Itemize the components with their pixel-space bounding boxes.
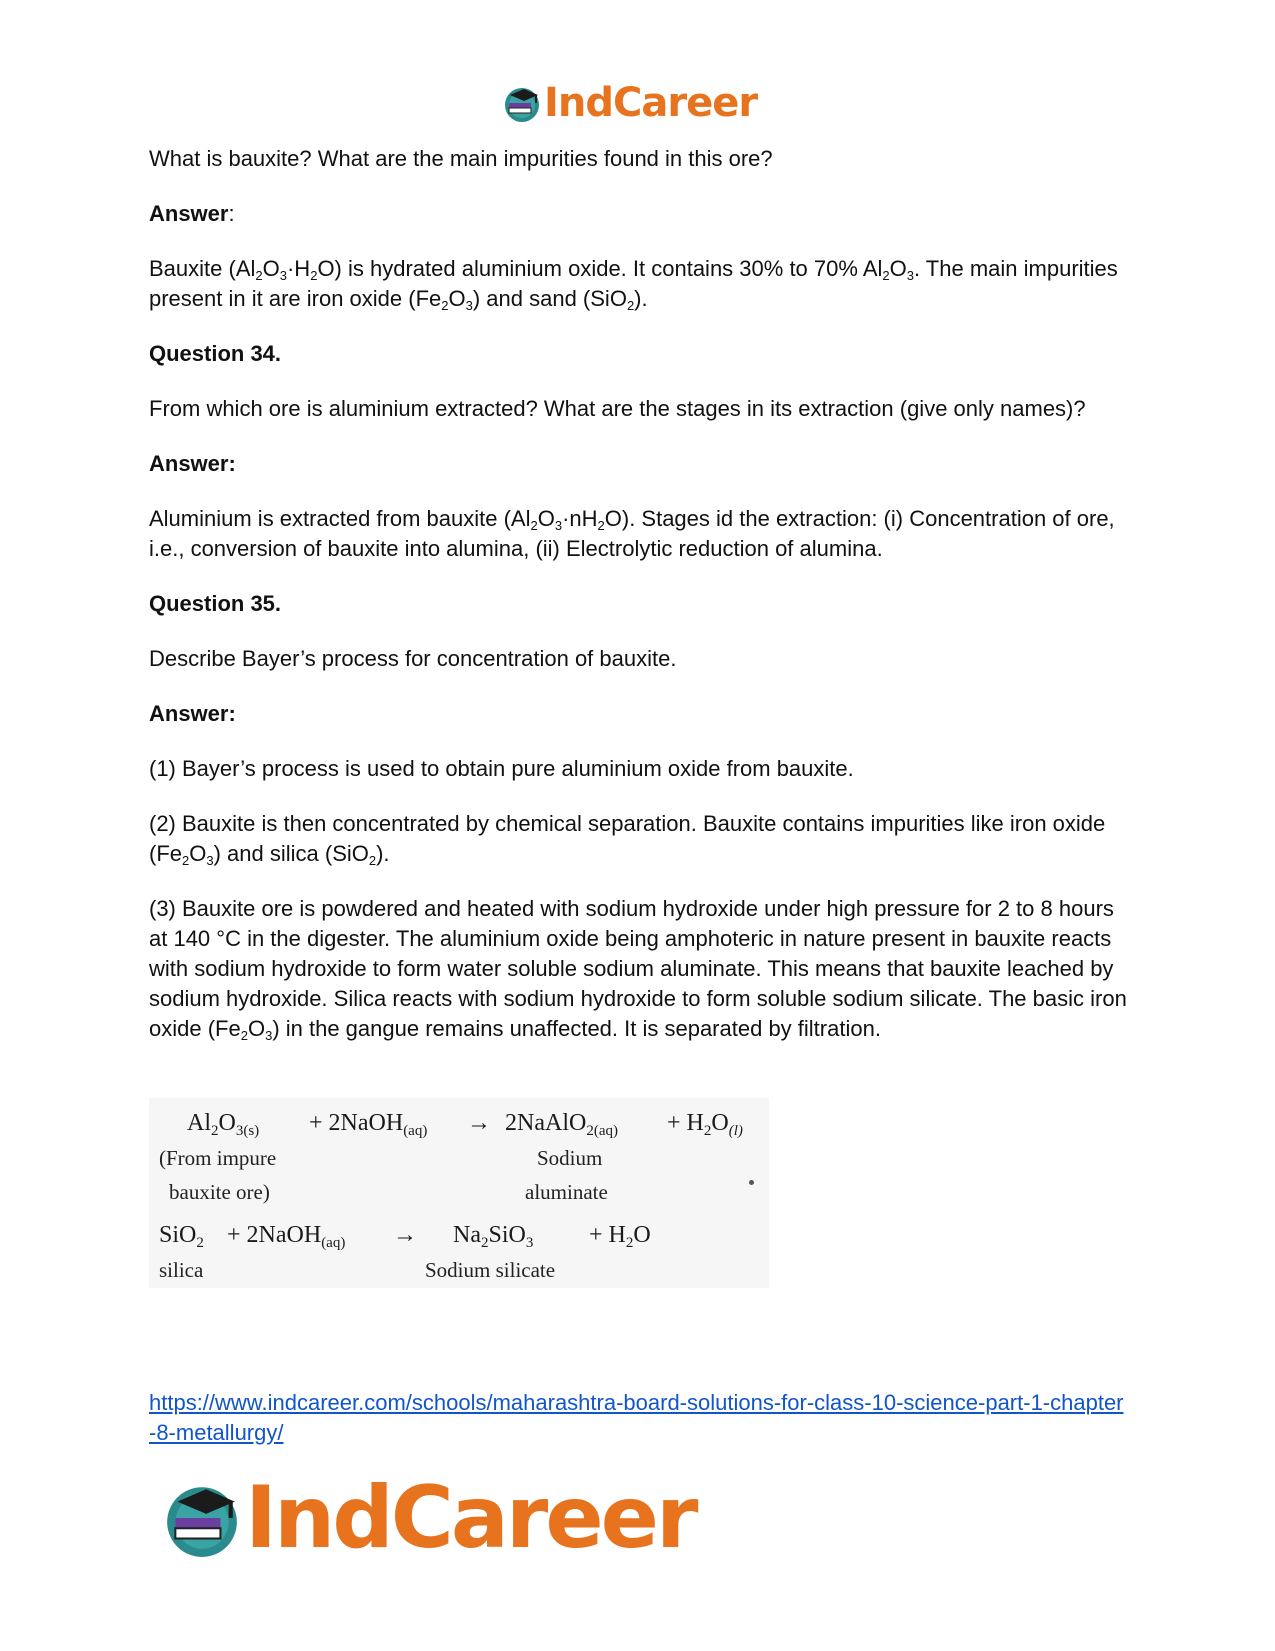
answer-label: Answer: [149, 201, 235, 226]
eq2-label-silica: silica [159, 1258, 204, 1282]
answer-33-text: Bauxite $(Al_2O_3\cdot H_2O)$ is hydrated aluminium oxide. It contains 30% to 70% $Al_2O_3$. The main impurities present in it are iron oxide $(Fe_2O_3)$ and sand (SiO$_2$). [149, 256, 1118, 313]
answer-label: Answer: [149, 701, 236, 726]
eq1-reactant-al2o3: $Al_2O_{3(s)}$ [187, 1110, 260, 1139]
source-url-link[interactable]: https://www.indcareer.com/schools/maharashtra-board-solutions-for-class-10-science-part-1-chapter-8-metallurgy/ [149, 1390, 1124, 1445]
eq1-label-impure: (From impure [159, 1146, 277, 1170]
question-35-text: Describe Bayer’s process for concentration of bauxite. [149, 646, 677, 671]
brand-name: IndCareer [245, 1468, 696, 1568]
question-35-heading: Question 35. [149, 591, 282, 616]
eq1-product-naalo2: 2NaAlO$_{2(aq)}$ [505, 1110, 618, 1139]
stray-dot [749, 1180, 754, 1185]
graduation-globe-icon [502, 83, 542, 123]
eq1-product-h2o: + $H_2O_{(l)}$ [667, 1110, 743, 1139]
question-34-heading: Question 34. [149, 341, 282, 366]
question-34-text: From which ore is aluminium extracted? What are the stages in its extraction (give only names)? [149, 396, 1086, 421]
eq1-arrow: → [467, 1110, 491, 1136]
brand-name: IndCareer [544, 80, 758, 126]
eq1-label-bauxite-ore: bauxite ore) [169, 1180, 270, 1204]
question-33-text: What is bauxite? What are the main impurities found in this ore? [149, 146, 773, 171]
answer-35-point-1: (1) Bayer’s process is used to obtain pure aluminium oxide from bauxite. [149, 756, 854, 781]
eq2-product-na2sio3: $Na_2SiO_3$ [453, 1222, 534, 1251]
indcareer-logo-bottom [161, 1468, 695, 1568]
eq2-reactant-naoh: + 2NaOH$_{(aq)}$ [227, 1222, 346, 1251]
eq1-label-aluminate: aluminate [525, 1180, 608, 1204]
chemical-equations-image [149, 1098, 769, 1288]
answer-35-point-3: (3) Bauxite ore is powdered and heated with sodium hydroxide under high pressure for 2 to 8 hours at 140 °C in the digester. The aluminium oxide being amphoteric in nature present in bauxite reacts with sodium hydroxide to form water soluble sodium aluminate. This means that bauxite leached by sodium hydroxide. Silica reacts with sodium hydroxide to form soluble sodium silicate. The basic iron oxide $(Fe_2O_3)$ in the gangue remains unaffected. It is separated by filtration. [149, 896, 1127, 1043]
indcareer-logo-top [502, 80, 757, 126]
eq2-reactant-sio2: SiO$_2$ [159, 1222, 204, 1251]
eq1-label-sodium: Sodium [537, 1146, 603, 1170]
answer-label: Answer: [149, 451, 236, 476]
answer-35-point-2: (2) Bauxite is then concentrated by chemical separation. Bauxite contains impurities like iron oxide $(Fe_2O_3)$ and silica (SiO$_2$). [149, 811, 1106, 868]
eq2-label-sodium-silicate: Sodium silicate [425, 1258, 556, 1282]
eq1-reactant-naoh: + 2NaOH$_{(aq)}$ [309, 1110, 428, 1139]
answer-34-text: Aluminium is extracted from bauxite $(Al_2O_3\cdot nH_2O)$. Stages id the extraction: (i) Concentration of ore, i.e., conversion of bauxite into alumina, (ii) Electrolytic reduction of alumina. [149, 506, 1115, 561]
graduation-globe-icon [161, 1477, 243, 1559]
eq2-product-h2o: + $H_2O$ [589, 1222, 651, 1251]
document-body [149, 144, 1129, 1069]
eq2-arrow: → [393, 1222, 417, 1248]
